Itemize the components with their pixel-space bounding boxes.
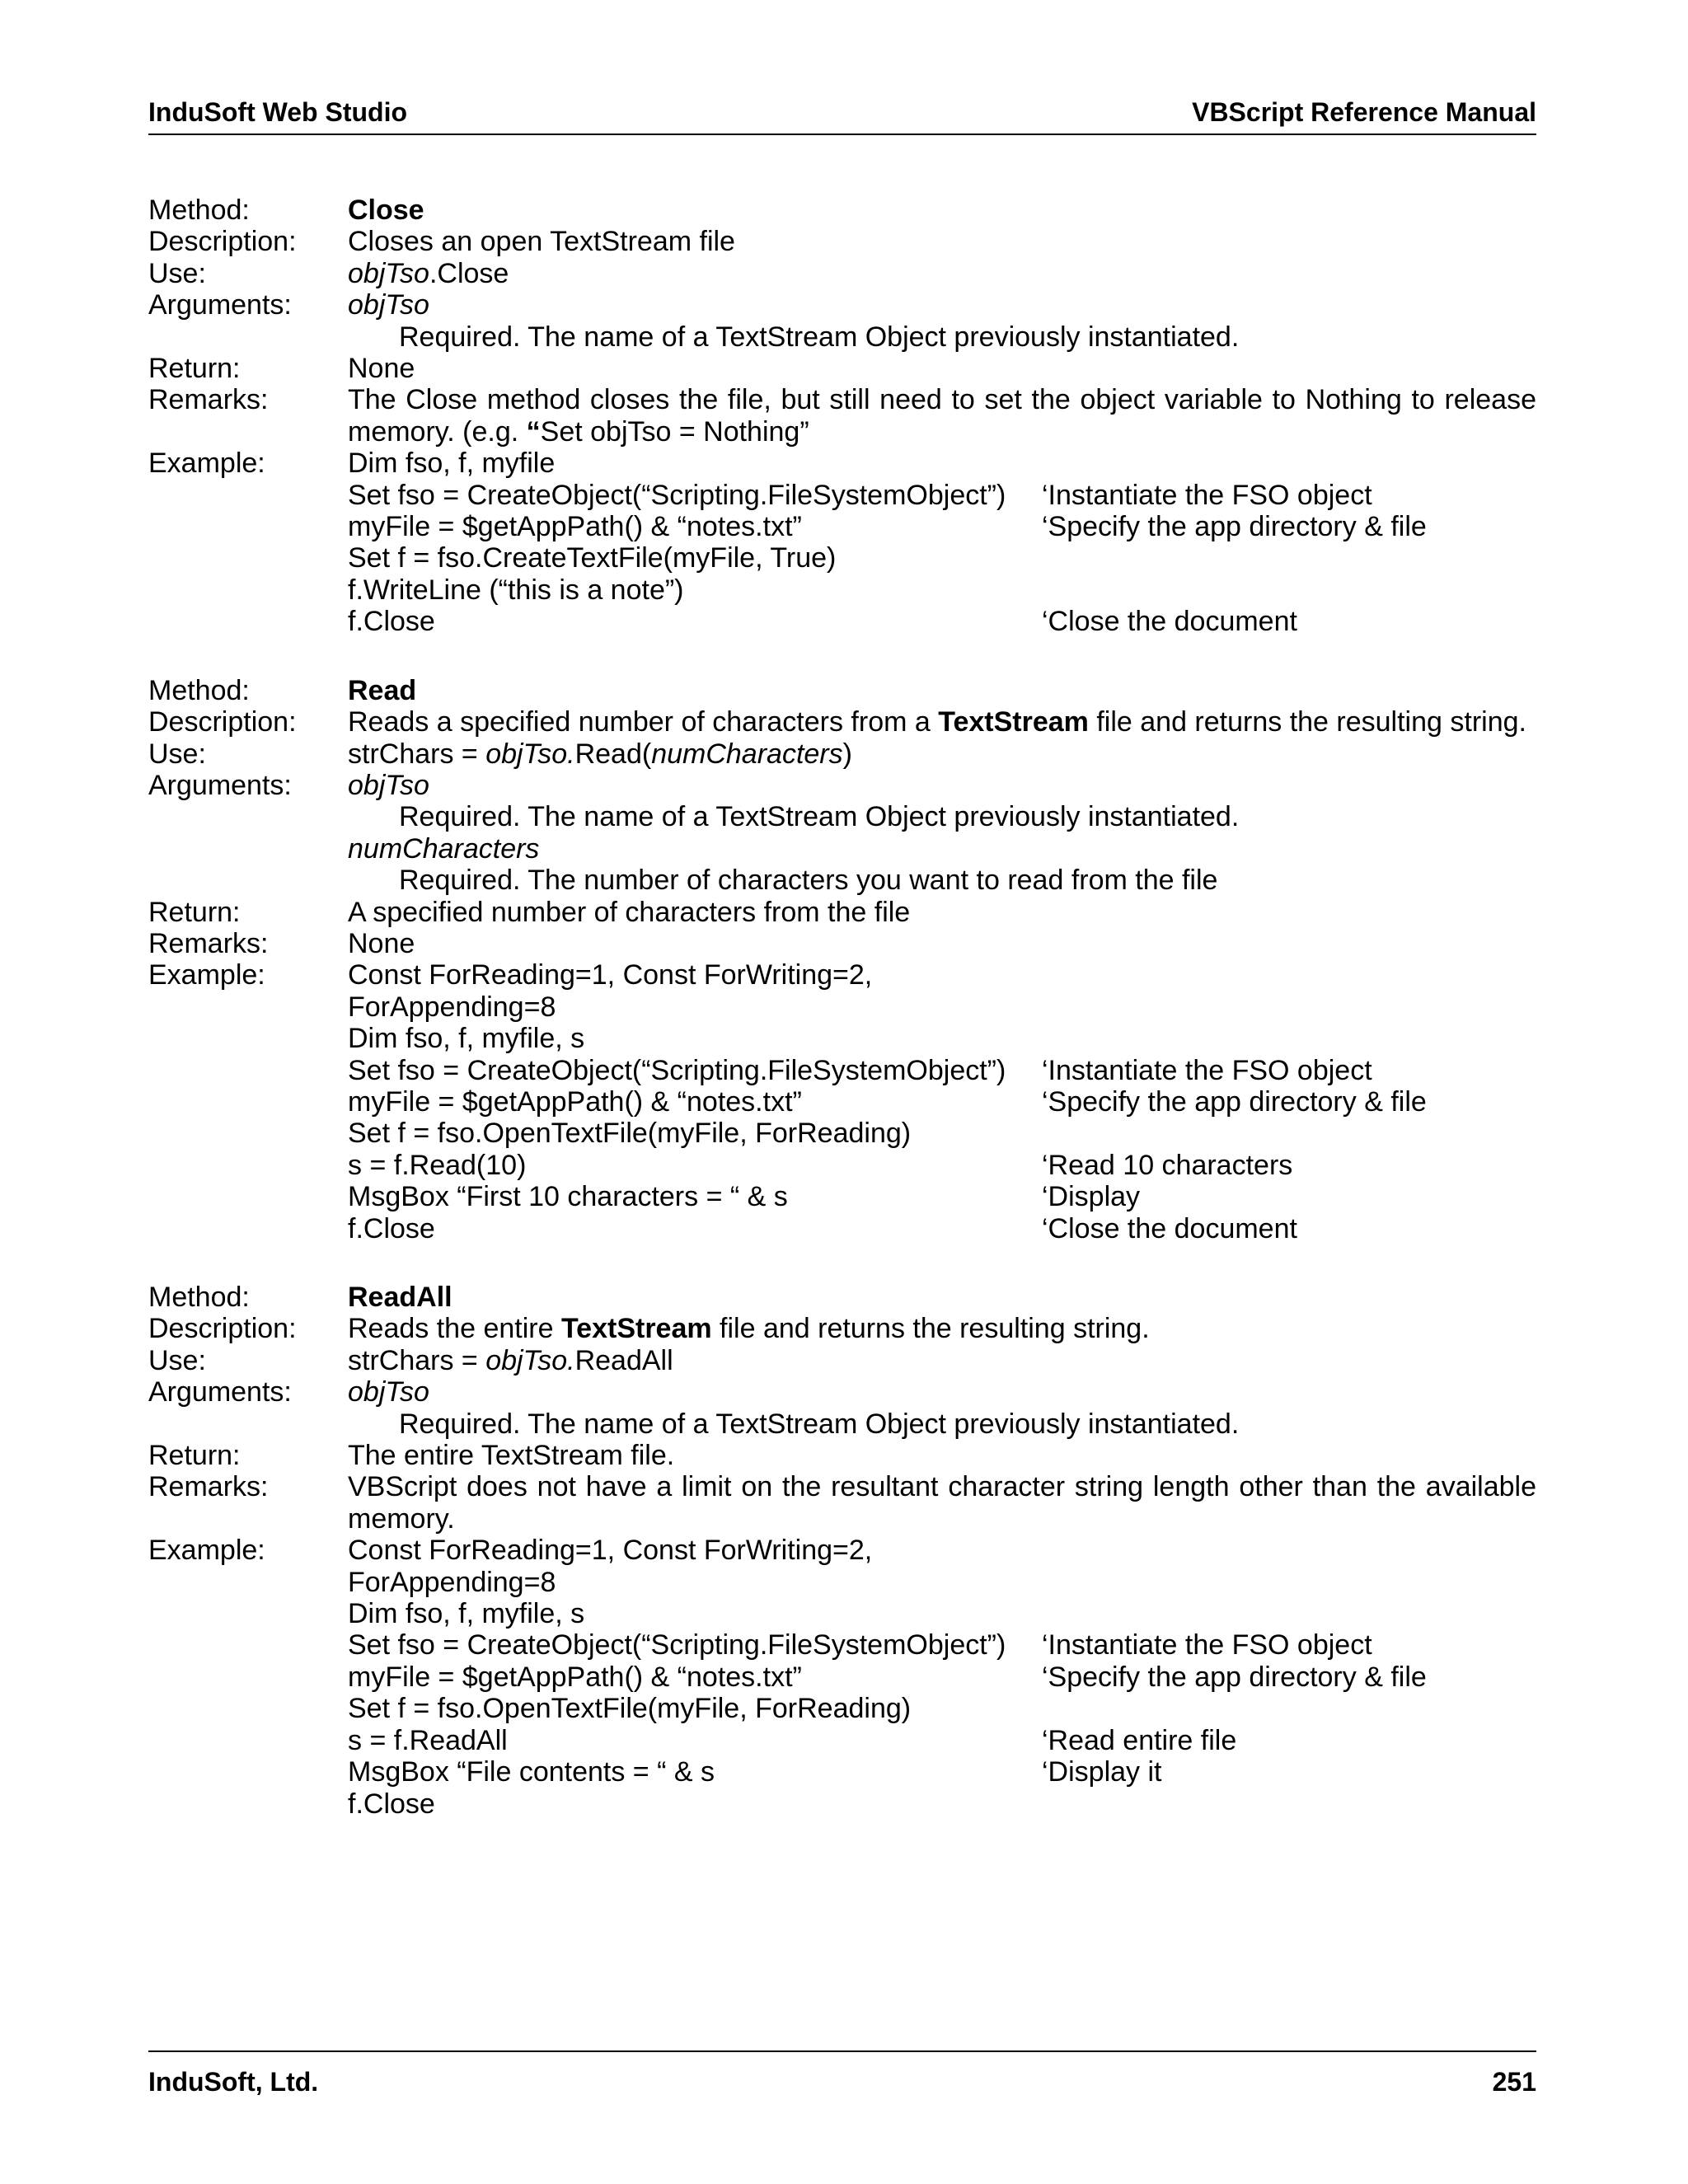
code-line: [348, 606, 1536, 637]
code-comment: ‘Close the document: [1042, 1212, 1297, 1244]
code-line: [348, 480, 1536, 511]
label-remarks: Remarks:: [148, 1471, 269, 1503]
code-statement: Set fso = CreateObject(“Scripting.FileSystemObject”): [348, 1054, 1006, 1086]
argument-name: objTso: [348, 289, 429, 321]
code-statement: f.Close: [348, 1212, 435, 1244]
code-line: [348, 1725, 1536, 1756]
code-comment: ‘Read 10 characters: [1042, 1149, 1293, 1181]
label-return: Return:: [148, 896, 241, 928]
label-return: Return:: [148, 353, 241, 385]
method-use: objTso.Close: [348, 257, 509, 289]
label-arguments: Arguments:: [148, 289, 292, 321]
label-use: Use:: [148, 257, 206, 289]
code-comment: ‘Specify the app directory & file: [1042, 1661, 1427, 1693]
page-content: [148, 194, 1536, 1857]
code-statement: MsgBox “First 10 characters = “ & s: [348, 1181, 788, 1213]
page-footer: [148, 2050, 1536, 2097]
code-statement: Const ForReading=1, Const ForWriting=2, ForAppending=8: [348, 959, 873, 1023]
code-comment: ‘Instantiate the FSO object: [1042, 1629, 1372, 1661]
code-line: [348, 574, 1536, 606]
code-statement: Set f = fso.OpenTextFile(myFile, ForReading): [348, 1118, 912, 1150]
example-code: [348, 1535, 1536, 1820]
label-description: Description:: [148, 1313, 297, 1345]
code-statement: MsgBox “File contents = “ & s: [348, 1756, 715, 1788]
code-line: [348, 1023, 1536, 1054]
code-statement: Set fso = CreateObject(“Scripting.FileSystemObject”): [348, 479, 1006, 511]
method-readall: [148, 1282, 1536, 1820]
label-use: Use:: [148, 738, 206, 770]
method-return: None: [348, 353, 415, 385]
method-close: [148, 194, 1536, 638]
code-statement: myFile = $getAppPath() & “notes.txt”: [348, 1661, 802, 1693]
label-use: Use:: [148, 1344, 206, 1376]
code-statement: f.WriteLine (“this is a note”): [348, 574, 684, 606]
code-line: [348, 1535, 1536, 1598]
header-manual-title: VBScript Reference Manual: [1192, 97, 1536, 127]
code-line: [348, 1693, 1536, 1724]
method-remarks: VBScript does not have a limit on the resultant character string length other than the available: [348, 1471, 1536, 1503]
code-line: [348, 511, 1536, 542]
code-comment: ‘Display: [1042, 1181, 1141, 1213]
code-statement: Set f = fso.OpenTextFile(myFile, ForReading): [348, 1693, 912, 1725]
code-comment: ‘Instantiate the FSO object: [1042, 479, 1372, 511]
code-line: [348, 1629, 1536, 1661]
example-code: [348, 448, 1536, 637]
method-description: Reads a specified number of characters from a TextStream file and returns the resulting string.: [348, 706, 1526, 738]
code-statement: Const ForReading=1, Const ForWriting=2, ForAppending=8: [348, 1535, 873, 1598]
method-read: [148, 675, 1536, 1244]
code-line: [348, 1150, 1536, 1181]
method-name: Close: [348, 194, 424, 226]
label-method: Method:: [148, 194, 250, 226]
code-line: [348, 1055, 1536, 1086]
code-line: [348, 1598, 1536, 1629]
code-statement: Dim fso, f, myfile, s: [348, 1023, 585, 1055]
code-comment: ‘Close the document: [1042, 606, 1297, 638]
label-arguments: Arguments:: [148, 769, 292, 801]
code-statement: myFile = $getAppPath() & “notes.txt”: [348, 1085, 802, 1118]
code-comment: ‘Read entire file: [1042, 1724, 1237, 1756]
method-description: Closes an open TextStream file: [348, 226, 735, 258]
code-line: [348, 1213, 1536, 1244]
code-statement: myFile = $getAppPath() & “notes.txt”: [348, 511, 802, 543]
example-code: [348, 959, 1536, 1244]
method-remarks-cont: memory. (e.g. “Set objTso = Nothing”: [348, 415, 809, 448]
code-statement: Set fso = CreateObject(“Scripting.FileSystemObject”): [348, 1629, 1006, 1661]
method-name: ReadAll: [348, 1282, 452, 1313]
code-statement: s = f.ReadAll: [348, 1724, 508, 1756]
code-statement: f.Close: [348, 606, 435, 638]
label-arguments: Arguments:: [148, 1376, 292, 1408]
argument-name: objTso: [348, 769, 429, 801]
page-header: [148, 97, 1536, 135]
method-return: The entire TextStream file.: [348, 1440, 675, 1472]
code-line: [348, 542, 1536, 574]
header-title: InduSoft Web Studio: [148, 97, 408, 127]
label-method: Method:: [148, 674, 250, 706]
argument-description: Required. The name of a TextStream Object previously instantiated.: [399, 321, 1240, 353]
label-remarks: Remarks:: [148, 384, 269, 416]
argument-description: Required. The name of a TextStream Object previously instantiated.: [399, 801, 1240, 833]
code-comment: ‘Specify the app directory & file: [1042, 1085, 1427, 1118]
label-method: Method:: [148, 1282, 250, 1313]
argument-name: objTso: [348, 1376, 429, 1408]
code-line: [348, 1181, 1536, 1212]
code-line: [348, 1118, 1536, 1149]
label-description: Description:: [148, 226, 297, 258]
label-example: Example:: [148, 1535, 265, 1567]
footer-company: InduSoft, Ltd.: [148, 2067, 319, 2097]
code-statement: f.Close: [348, 1788, 435, 1820]
code-comment: ‘Display it: [1042, 1756, 1162, 1788]
method-remarks: The Close method closes the file, but still need to set the object variable to Nothing to release: [348, 384, 1536, 416]
argument-description: Required. The number of characters you want to read from the file: [399, 865, 1218, 897]
argument-description: Required. The name of a TextStream Object previously instantiated.: [399, 1408, 1240, 1440]
method-remarks-cont: memory.: [348, 1502, 455, 1535]
code-line: [348, 1661, 1536, 1693]
code-line: [348, 1756, 1536, 1788]
page-number: 251: [1492, 2067, 1536, 2097]
method-name: Read: [348, 674, 417, 706]
code-statement: Dim fso, f, myfile: [348, 448, 556, 480]
code-statement: Dim fso, f, myfile, s: [348, 1598, 585, 1630]
code-line: [348, 448, 1536, 479]
code-statement: Set f = fso.CreateTextFile(myFile, True): [348, 542, 837, 574]
method-use: strChars = objTso.Read(numCharacters): [348, 738, 852, 770]
code-line: [348, 1086, 1536, 1118]
method-use: strChars = objTso.ReadAll: [348, 1344, 673, 1376]
method-remarks: None: [348, 927, 415, 959]
code-comment: ‘Specify the app directory & file: [1042, 511, 1427, 543]
label-example: Example:: [148, 959, 265, 991]
label-remarks: Remarks:: [148, 927, 269, 959]
code-statement: s = f.Read(10): [348, 1149, 527, 1181]
method-description: Reads the entire TextStream file and returns the resulting string.: [348, 1313, 1150, 1345]
code-line: [348, 959, 1536, 1023]
code-line: [348, 1788, 1536, 1820]
label-description: Description:: [148, 706, 297, 738]
label-return: Return:: [148, 1440, 241, 1472]
code-comment: ‘Instantiate the FSO object: [1042, 1054, 1372, 1086]
method-return: A specified number of characters from the file: [348, 896, 911, 928]
label-example: Example:: [148, 448, 265, 480]
argument-name: numCharacters: [348, 832, 540, 865]
